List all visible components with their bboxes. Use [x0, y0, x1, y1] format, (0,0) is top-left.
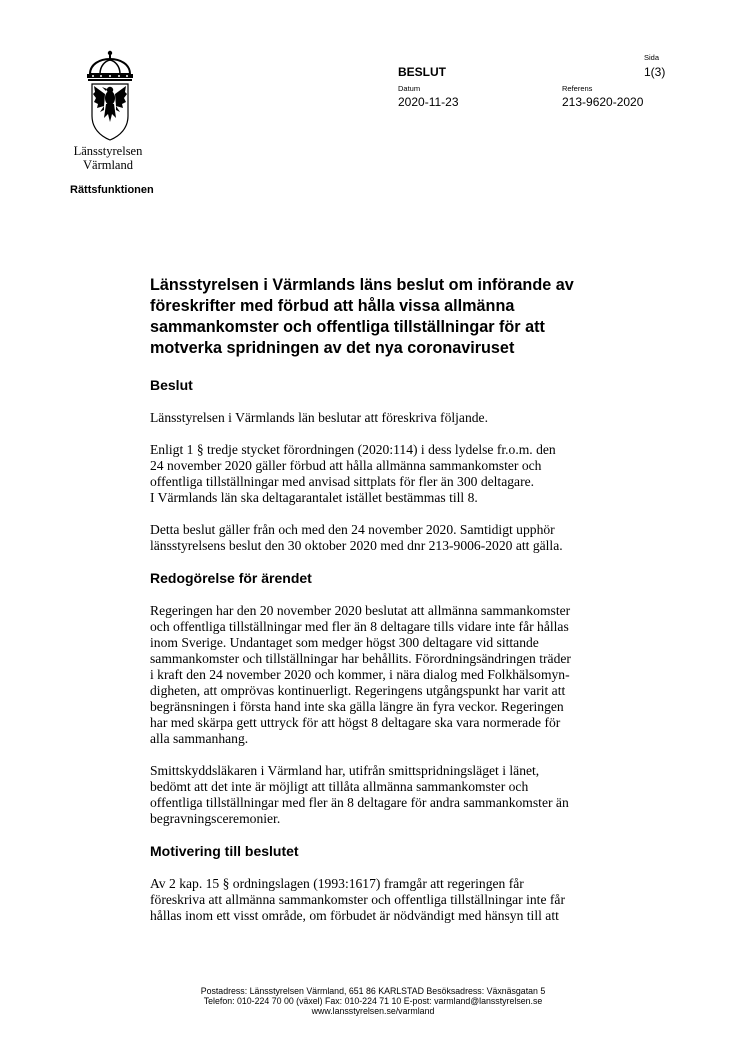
paragraph-line: alla sammanhang. — [150, 731, 249, 746]
paragraph-line: Regeringen har den 20 november 2020 beslutat att allmänna sammankomster — [150, 603, 571, 618]
paragraph-line: 24 november 2020 gäller förbud att hålla allmänna sammankomster och — [150, 458, 542, 473]
section-heading: Beslut — [150, 377, 193, 393]
title-line: Länsstyrelsen i Värmlands läns beslut om införande av — [150, 276, 574, 294]
paragraph — [150, 410, 630, 426]
paragraph — [150, 876, 630, 924]
document-body — [150, 275, 630, 924]
page-number: 1(3) — [644, 65, 666, 79]
organization-name-line: Värmland — [83, 158, 133, 172]
paragraph — [150, 442, 630, 506]
paragraph-line: digheten, att omprövas kontinuerligt. Regeringens utgångspunkt har varit att — [150, 683, 566, 698]
paragraph — [150, 522, 630, 554]
document-type: BESLUT — [398, 65, 446, 79]
paragraph-line: Länsstyrelsen i Värmlands län beslutar att föreskriva följande. — [150, 410, 488, 425]
paragraph-line: offentliga tillställningar med anvisad sittplats för fler än 300 deltagare. — [150, 474, 535, 489]
paragraph-line: I Värmlands län ska deltagarantalet istället bestämmas till 8. — [150, 490, 478, 505]
paragraph-line: har med skärpa gett uttryck för att högst 8 deltagare ska vara normerade för — [150, 715, 561, 730]
paragraph-line: Detta beslut gäller från och med den 24 november 2020. Samtidigt upphör — [150, 522, 555, 537]
paragraph-line: hållas inom ett visst område, om förbudet är nödvändigt med hänsyn till att — [150, 908, 559, 923]
section-heading: Motivering till beslutet — [150, 843, 299, 859]
paragraph-line: Smittskyddsläkaren i Värmland har, utifrån smittspridningsläget i länet, — [150, 763, 540, 778]
page-label: Sida — [644, 53, 660, 62]
coat-of-arms-logo — [80, 50, 140, 146]
paragraph-line: länsstyrelsens beslut den 30 oktober 2020 med dnr 213-9006-2020 att gälla. — [150, 538, 563, 553]
reference-label: Referens — [562, 84, 593, 93]
paragraph — [150, 603, 630, 747]
title-line: motverka spridningen av det nya coronaviruset — [150, 339, 515, 357]
footer-contact-info: Telefon: 010-224 70 00 (växel) Fax: 010-224 71 10 E-post: varmland@lansstyrelsen.se — [203, 996, 543, 1006]
paragraph-line: begravningsceremonier. — [150, 811, 281, 826]
date-label: Datum — [398, 84, 421, 93]
organization-name — [56, 144, 160, 172]
department-name: Rättsfunktionen — [70, 184, 154, 196]
paragraph-line: bedömt att det inte är möjligt att tillåta allmänna sammankomster och — [150, 779, 529, 794]
paragraph-line: i kraft den 24 november 2020 och kommer, i nära dialog med Folkhälsomyn- — [150, 667, 570, 682]
paragraph-line: Av 2 kap. 15 § ordningslagen (1993:1617) framgår att regeringen får — [150, 876, 524, 891]
paragraph-line: Enligt 1 § tredje stycket förordningen (2020:114) i dess lydelse fr.o.m. den — [150, 442, 556, 457]
date-value: 2020-11-23 — [398, 95, 459, 109]
organization-name-line: Länsstyrelsen — [73, 144, 143, 158]
paragraph-line: begränsningen i första hand inte ska gälla längre än fyra veckor. Regeringen — [150, 699, 564, 714]
footer-website: www.lansstyrelsen.se/varmland — [311, 1006, 435, 1016]
document-sections — [150, 377, 630, 924]
section-heading: Redogörelse för ärendet — [150, 570, 312, 586]
paragraph-line: föreskriva att allmänna sammankomster och offentliga tillställningar inte får — [150, 892, 565, 907]
paragraph-line: och offentliga tillställningar med fler än 8 deltagare tills vidare inte får hållas — [150, 619, 569, 634]
title-line: föreskrifter med förbud att hålla vissa allmänna — [150, 297, 515, 315]
document-title — [150, 275, 630, 359]
paragraph — [150, 763, 630, 827]
reference-value: 213-9620-2020 — [562, 95, 644, 109]
footer-postal-address: Postadress: Länsstyrelsen Värmland, 651 86 KARLSTAD Besöksadress: Växnäsgatan 5 — [200, 986, 546, 996]
paragraph-line: inom Sverige. Undantaget som medger högst 300 deltagare vid sittande — [150, 635, 539, 650]
footer — [0, 986, 746, 1016]
title-line: sammankomster och offentliga tillställningar för att — [150, 318, 545, 336]
paragraph-line: sammankomster och tillställningar har behållits. Förordningsändringen träder — [150, 651, 571, 666]
paragraph-line: offentliga tillställningar med fler än 8 deltagare för andra sammankomster än — [150, 795, 569, 810]
